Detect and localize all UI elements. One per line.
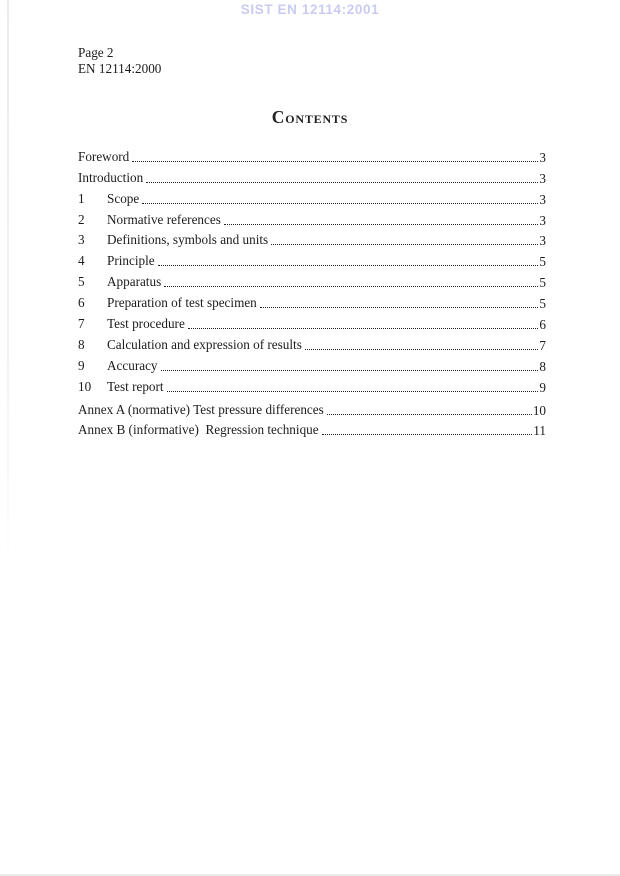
toc-entry-label: Annex B (informative) Regression technique (78, 422, 319, 438)
toc-entry-label: Calculation and expression of results (107, 336, 302, 352)
dot-leader (224, 224, 539, 225)
toc-entry-page: 3 (539, 212, 546, 228)
dot-leader (260, 307, 539, 308)
watermark-standard-id: SIST EN 12114:2001 (240, 2, 380, 17)
toc-entry-annex-a (78, 397, 546, 418)
toc-entry-number: 8 (78, 336, 85, 352)
toc-entry-number: 1 (78, 190, 85, 206)
dot-leader (161, 370, 539, 371)
toc-entry-accuracy (78, 353, 546, 374)
toc-entry-page: 3 (539, 149, 546, 165)
dot-leader (327, 414, 532, 415)
contents-title: Contents (271, 107, 349, 127)
toc-entry-normative-references (78, 207, 546, 228)
toc-entry-introduction (78, 165, 546, 186)
toc-entry-page: 6 (539, 317, 546, 333)
toc-entry-page: 3 (539, 170, 546, 186)
dot-leader (146, 182, 538, 183)
toc-entry-foreword (78, 144, 546, 165)
dot-leader (167, 391, 539, 392)
toc-entry-label: Scope (107, 190, 140, 206)
toc-entry-page: 7 (539, 337, 546, 353)
toc-entry-label: Test report (107, 378, 164, 394)
page-number-label: Page 2 (78, 45, 114, 60)
toc-entry-definitions (78, 228, 546, 249)
toc-entry-label: Accuracy (107, 357, 158, 373)
toc-entry-page: 5 (539, 275, 546, 291)
page-header (78, 45, 161, 76)
toc-entry-label: Apparatus (107, 274, 162, 290)
toc-entry-number: 2 (78, 211, 85, 227)
toc-entry-principle (78, 248, 546, 269)
toc-entry-label: Normative references (107, 211, 221, 227)
dot-leader (188, 328, 539, 329)
dot-leader (132, 161, 538, 162)
toc-entry-number: 10 (78, 378, 92, 394)
toc-entry-number: 7 (78, 316, 85, 332)
dot-leader (142, 203, 538, 204)
toc-entry-label: Principle (107, 253, 155, 269)
dot-leader (158, 265, 539, 266)
toc-entry-apparatus (78, 269, 546, 290)
toc-entry-label: Foreword (78, 148, 130, 164)
toc-entry-page: 3 (539, 233, 546, 249)
toc-entry-test-procedure (78, 311, 546, 332)
scan-artifact-left (7, 0, 9, 585)
toc-entry-label: Test procedure (107, 316, 185, 332)
toc-entry-calculation (78, 332, 546, 353)
toc-entry-number: 5 (78, 274, 85, 290)
toc-entry-page: 11 (533, 423, 546, 439)
toc-entry-label: Annex A (normative) Test pressure differences (78, 401, 324, 417)
toc-entry-number: 6 (78, 295, 85, 311)
toc-entry-number: 9 (78, 357, 85, 373)
dot-leader (164, 286, 538, 287)
dot-leader (305, 349, 539, 350)
toc-entry-number: 3 (78, 232, 85, 248)
toc-entry-page: 5 (539, 254, 546, 270)
toc-entry-label: Introduction (78, 169, 144, 185)
toc-entry-page: 5 (539, 296, 546, 312)
toc-entry-annex-b (78, 418, 546, 439)
dot-leader (271, 244, 538, 245)
toc-entry-label: Definitions, symbols and units (107, 232, 269, 248)
dot-leader (322, 434, 533, 435)
table-of-contents (78, 144, 546, 438)
document-reference: EN 12114:2000 (78, 60, 162, 76)
toc-entry-number: 4 (78, 253, 85, 269)
toc-entry-page: 8 (539, 358, 546, 374)
toc-entry-preparation (78, 290, 546, 311)
toc-entry-page: 9 (539, 379, 546, 395)
toc-entry-scope (78, 186, 546, 207)
toc-entry-page: 3 (539, 191, 546, 207)
toc-entry-label: Preparation of test specimen (107, 295, 257, 311)
toc-entry-test-report (78, 374, 546, 395)
toc-entry-page: 10 (532, 402, 546, 418)
